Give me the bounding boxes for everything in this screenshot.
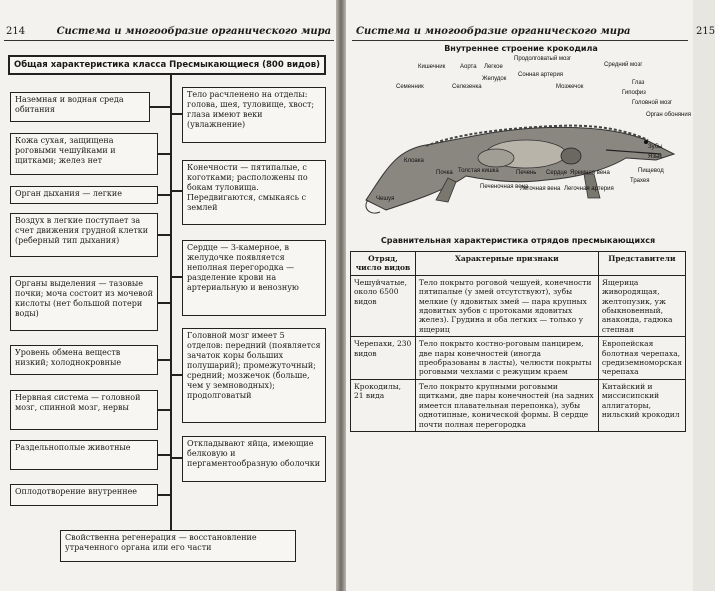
- orders-table: [350, 251, 686, 432]
- connector: [158, 454, 170, 456]
- col-header-features: Характерные признаки: [415, 252, 598, 276]
- char-box-nervous: Нервная система — головной мозг, спинной мозг, нервы: [10, 390, 158, 430]
- label-stomach: Желудок: [482, 76, 507, 82]
- char-box-eggs: Откладывают яйца, имеющие белковую и пергаментообразную оболочки: [182, 436, 326, 482]
- label-scales: Чешуя: [376, 196, 395, 202]
- connector: [158, 302, 170, 304]
- connector: [158, 194, 170, 196]
- cell-representatives: Китайский и миссисипский аллигаторы, нильский крокодил: [598, 379, 685, 431]
- label-jugular: Яремная вена: [570, 170, 610, 176]
- label-cloaca: Клоака: [404, 158, 424, 164]
- label-liver: Печень: [516, 170, 537, 176]
- label-pulmonary-vein: Легочная вена: [520, 186, 561, 192]
- left-page-number: 214: [6, 26, 26, 37]
- label-aorta: Аорта: [460, 64, 477, 70]
- label-cerebellum: Мозжечок: [556, 84, 584, 90]
- class-title: Общая характеристика класса Пресмыкающиеся (800 видов): [8, 55, 326, 75]
- cell-features: Тело покрыто крупными роговыми щитками, две пары конечностей (на задних имеется плавательная перепонка), зубы однотипные, конической формы. В сердце почти полная перегородка: [415, 379, 598, 431]
- label-testis: Семенник: [396, 84, 424, 90]
- right-header: [356, 26, 715, 37]
- cell-representatives: Европейская болотная черепаха, средиземноморская черепаха: [598, 337, 685, 380]
- connector: [158, 494, 170, 496]
- char-box-skin: Кожа сухая, защищена роговыми чешуйками и щитками; желез нет: [10, 133, 158, 175]
- left-header-rule: [4, 40, 334, 41]
- label-spleen: Селезенка: [452, 84, 482, 90]
- label-tongue: Язык: [648, 154, 663, 160]
- char-box-heart: Сердце — 3-камерное, в желудочке появляется неполная перегородка — разделение крови на артериальную и венозную: [182, 240, 326, 316]
- label-heart: Сердце: [546, 170, 568, 176]
- char-box-fertilization: Оплодотворение внутреннее: [10, 484, 158, 506]
- right-header-rule: [352, 40, 688, 41]
- label-pulmonary-artery: Легочная артерия: [564, 186, 614, 192]
- char-box-habitat: Наземная и водная среда обитания: [10, 92, 150, 122]
- connector: [158, 359, 170, 361]
- crocodile-anatomy-figure: [356, 50, 691, 220]
- right-running-header: Система и многообразие органического мира: [356, 26, 631, 37]
- char-box-sexes: Раздельнополые животные: [10, 440, 158, 470]
- char-box-respiration: Орган дыхания — легкие: [10, 186, 158, 204]
- col-header-representatives: Представители: [598, 252, 685, 276]
- connector: [172, 190, 182, 192]
- char-box-limbs: Конечности — пятипалые, с коготками; расположены по бокам туловища. Передвигаются, смыкаясь с землей: [182, 160, 326, 225]
- label-teeth: Зубы: [648, 144, 663, 150]
- label-lung: Легкое: [484, 64, 503, 70]
- table-row: [351, 275, 686, 336]
- table-row: [351, 379, 686, 431]
- label-olfactory: Орган обоняния: [646, 112, 691, 118]
- left-running-header: Система и многообразие органического мира: [56, 26, 332, 37]
- diagram-title: Внутреннее строение крокодила: [444, 44, 598, 53]
- cell-order: Черепахи, 230 видов: [351, 337, 416, 380]
- char-box-brain: Головной мозг имеет 5 отделов: передний (появляется зачаток коры больших полушарий); промежуточный; средний; мозжечок (больше, чем у земноводных); продолговатый: [182, 328, 326, 423]
- table-row: [351, 337, 686, 380]
- label-medulla: Продолговатый мозг: [514, 56, 572, 62]
- label-carotid: Сонная артерия: [518, 72, 564, 78]
- left-header: [6, 26, 331, 37]
- diagram-trunk: [170, 75, 172, 540]
- connector: [158, 234, 170, 236]
- label-intestine: Кишечник: [418, 64, 446, 70]
- label-midbrain: Средний мозг: [604, 62, 643, 68]
- right-page: [346, 0, 715, 591]
- label-eye: Глаз: [632, 80, 645, 86]
- char-box-breathing: Воздух в легкие поступает за счет движения грудной клетки (реберный тип дыхания): [10, 213, 158, 257]
- table-title: Сравнительная характеристика отрядов пресмыкающихся: [380, 236, 656, 245]
- label-brain: Головной мозг: [632, 100, 673, 106]
- cell-features: Тело покрыто роговой чешуей, конечности пятипалые (у змей отсутствуют), зубы мелкие (у ядовитых змей — пара крупных ядовитых зубов с протоками ядовитых желез). Грудина и оба легких — только у ящериц: [415, 275, 598, 336]
- char-box-metabolism: Уровень обмена веществ низкий; холоднокровные: [10, 345, 158, 375]
- char-box-excretion: Органы выделения — тазовые почки; моча состоит из мочевой кислоты (нет большой потери воды): [10, 276, 158, 331]
- connector: [158, 409, 170, 411]
- label-pituitary: Гипофиз: [622, 90, 646, 96]
- cell-representatives: Ящерица живородящая, желтопузик, уж обыкновенный, анаконда, гадюка степная: [598, 275, 685, 336]
- connector: [172, 457, 182, 459]
- left-page: [0, 0, 336, 591]
- label-trachea: Трахея: [630, 178, 650, 184]
- connector: [172, 374, 182, 376]
- connector: [150, 106, 170, 108]
- char-box-regeneration: Свойственна регенерация — восстановление утраченного органа или его части: [60, 530, 296, 562]
- col-header-order: Отряд, число видов: [351, 252, 416, 276]
- label-large-intestine: Толстая кишка: [458, 168, 499, 174]
- label-esophagus: Пищевод: [638, 168, 664, 174]
- cell-order: Чешуйчатые, около 6500 видов: [351, 275, 416, 336]
- char-box-body: Тело расчленено на отделы: голова, шея, туловище, хвост; глаза имеют веки (увлажнение): [182, 87, 326, 143]
- cell-features: Тело покрыто костно-роговым панцирем, две пары конечностей (иногда преобразованы в ласты), челюсти покрыты роговыми чехлами с режущим краем: [415, 337, 598, 380]
- connector: [172, 113, 182, 115]
- label-kidney: Почка: [436, 170, 453, 176]
- label-hepatic-vein: Печеночная вена: [480, 184, 529, 190]
- right-page-number: 215: [695, 26, 715, 37]
- connector: [172, 276, 182, 278]
- connector: [158, 153, 170, 155]
- table-header-row: [351, 252, 686, 276]
- cell-order: Крокодилы, 21 вида: [351, 379, 416, 431]
- book-gutter: [336, 0, 346, 591]
